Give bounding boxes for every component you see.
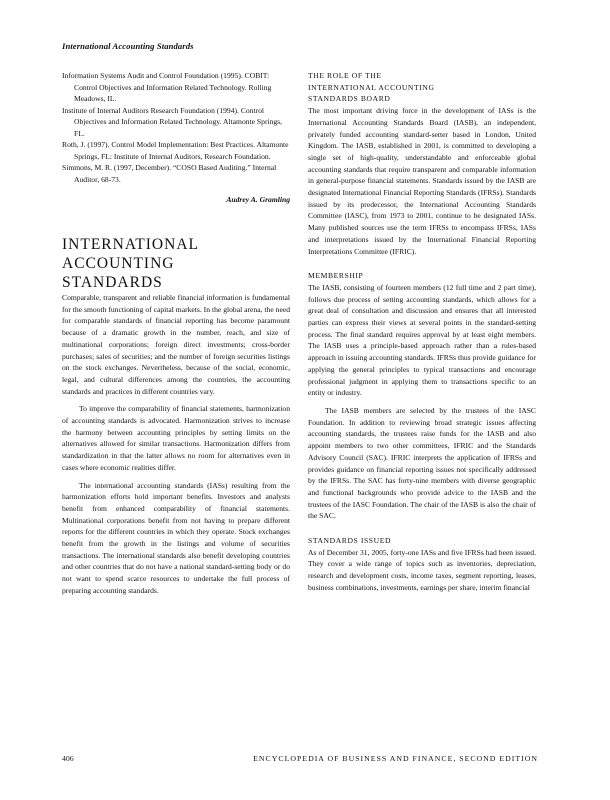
section-body — [308, 105, 536, 257]
publication-title: ENCYCLOPEDIA OF BUSINESS AND FINANCE, SECOND EDITION — [253, 754, 538, 763]
section-heading-line: INTERNATIONAL ACCOUNTING — [308, 82, 435, 92]
article-title-line: ACCOUNTING — [62, 255, 175, 272]
article-title-line: INTERNATIONAL — [62, 236, 199, 253]
paragraph: The IASB members are selected by the trustees of the IASC Foundation. In addition to reviewing broad strategic issues affecting accounting standards, the trustees raise funds for the IASB and also appoint members to two other committees, IFRIC and the Standards Advisory Council (SAC). IFRIC interprets the application of IFRSs and provides guidance on financial reporting issues not specifically addressed by the IFRSs. The SAC has forty-nine members with diverse geographic and functional backgrounds who provide advice to the IASB and the trustees of the IASC Foundation. The chair of the IASB is also the chair of the SAC. — [308, 405, 536, 521]
section-heading — [308, 270, 536, 282]
page-number: 406 — [62, 754, 74, 763]
paragraph: The most important driving force in the development of IASs is the International Accounting Standards Board (IASB), an independent, privately funded accounting standard-setter based in London, United Kingdom. The IASB, established in 2001, is committed to developing a single set of high-quality, understandable and enforceable global accounting standards that require transparent and comparable information in general-purpose financial statements. Standards issued by the IASB are designated International Financial Reporting Standards (IFRSs). Standards issued by its predecessor, the International Accounting Standards Committee (IASC), from 1973 to 2001, continue to be designated IASs. Many published sources use the term IFRSs to encompass IFRSs, IASs and interpretations issued by the International Financial Reporting Interpretations Committee (IFRIC). — [308, 106, 536, 256]
paragraph: As of December 31, 2005, forty-one IASs and five IFRSs had been issued. They cover a wide range of topics such as inventories, depreciation, research and development costs, income taxes, segment reporting, leases, business combinations, investments, earnings per share, interim financial — [308, 547, 536, 592]
running-head: International Accounting Standards — [62, 41, 194, 51]
section-body — [308, 282, 536, 522]
article-title-line: STANDARDS — [62, 274, 163, 291]
intro-text — [62, 292, 290, 597]
reference-list — [62, 70, 290, 185]
reference-item: Institute of Internal Auditors Research Foundation (1994). Control Objectives and Information Related Technology. Altamonte Springs, FL. — [62, 105, 283, 138]
article-title — [62, 235, 290, 292]
reference-item: Simmons, M. R. (1997, December). “COSO Based Auditing.” Internal Auditor, 68-73. — [62, 163, 277, 184]
section-body — [308, 547, 536, 594]
reference-item: Roth, J. (1997). Control Model Implementation: Best Practices. Altamonte Springs, FL: Institute of Internal Auditors, Research Foundation. — [62, 140, 289, 161]
left-column — [62, 70, 290, 597]
section-heading-line: THE ROLE OF THE — [308, 71, 382, 80]
paragraph: To improve the comparability of financial statements, harmonization of accounting standards is advocated. Harmonization strives to increase the harmony between accounting principles by setting limits on the alternatives allowed for similar transactions. Harmonization differs from standardization in that the latter allows no room for alternatives even in cases where economic realities differ. — [62, 404, 290, 472]
paragraph: The IASB, consisting of fourteen members (12 full time and 2 part time), follows due process of setting accounting standards, which allows for a great deal of consultation and discussion and ensures that all interested parties can express their views at several points in the standard-setting process. The final standard requires approval by at least eight members. The IASB uses a principle-based approach rather than a rules-based approach in issuing accounting standards. IFRSs thus provide guidance for applying the general principles to typical transactions and encourage professional judgment in applying them to transactions specific to an entity or industry. — [308, 282, 536, 398]
page-footer — [62, 754, 538, 763]
section-heading-line: MEMBERSHIP — [308, 271, 364, 281]
section-heading — [308, 535, 536, 547]
section-heading-line: STANDARDS ISSUED — [308, 536, 392, 546]
section-heading — [308, 70, 536, 105]
paragraph: The international accounting standards (IASs) resulting from the harmonization efforts hold important benefits. Investors and analysts benefit from enhanced comparability of financial statements. Multinational corporations benefit from not having to prepare different reports for the different countries in which they operate. Stock exchanges benefit from the growth in the listings and volume of securities transactions. The international standards also benefit developing countries and other countries that do not have a national standard-setting body or do not want to spend scarce resources to undertake the full process of preparing accounting standards. — [62, 480, 290, 595]
author-signature: Audrey A. Gramling — [226, 195, 290, 204]
section-heading-line: STANDARDS BOARD — [308, 94, 391, 104]
paragraph: Comparable, transparent and reliable financial information is fundamental for the smooth functioning of capital markets. In the global arena, the need for comparable standards of financial reporting has become paramount because of a dramatic growth in the number, reach, and size of multinational corporations; foreign direct investments; cross-border purchases; sales of securities; and the number of foreign securities listings on the stock exchanges. Nevertheless, because of the social, economic, legal, and cultural differences among the countries, the accounting standards and practices in different countries vary. — [62, 293, 290, 396]
right-column — [308, 70, 536, 594]
reference-item: Information Systems Audit and Control Foundation (1995). COBIT: Control Objectives and Information Related Technology. Rolling Meadows, IL. — [62, 71, 272, 103]
